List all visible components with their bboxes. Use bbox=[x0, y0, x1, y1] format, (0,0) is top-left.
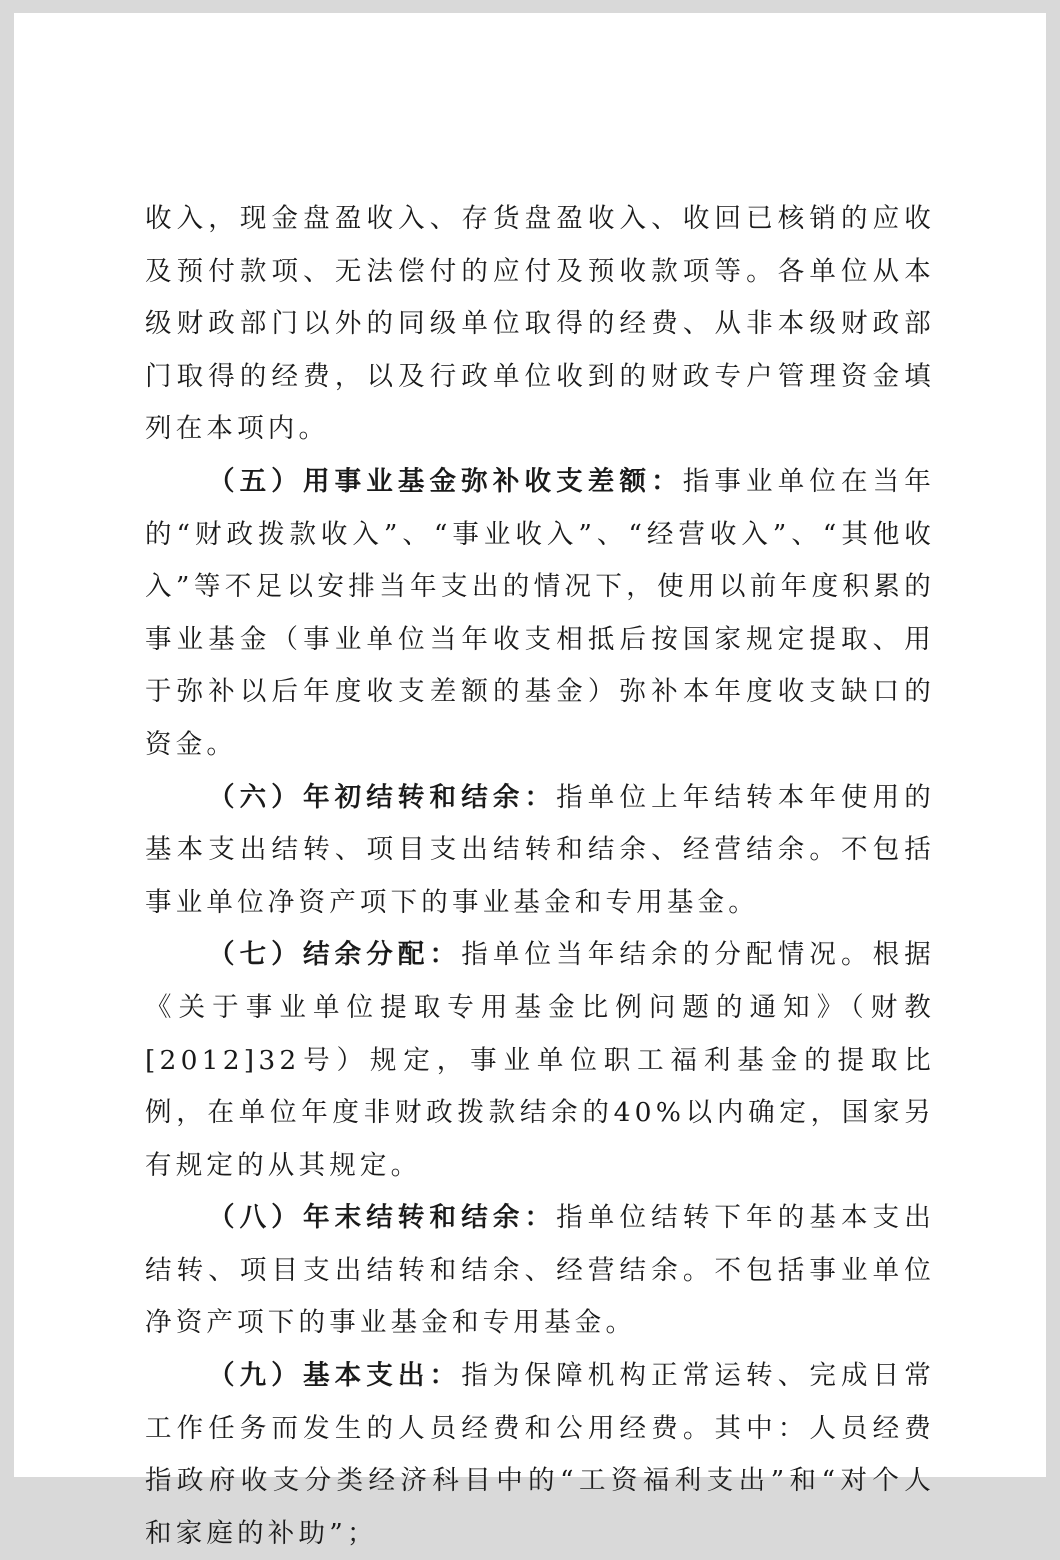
section-heading: （七）结余分配： bbox=[208, 939, 462, 971]
document-body bbox=[145, 193, 935, 1560]
document-page bbox=[14, 13, 1046, 1549]
paragraph-section-5 bbox=[145, 456, 935, 772]
paragraph-text: 指单位上年结转本年使用的基本支出结转、项目支出结转和结余、经营结余。不包括事业单位净资产项下的事业基金和专用基金。 bbox=[145, 781, 936, 918]
section-heading: （六）年初结转和结余： bbox=[208, 781, 557, 813]
paragraph-text: 指单位当年结余的分配情况。根据《关于事业单位提取专用基金比例问题的通知》（财教[2012]32号）规定，事业单位职工福利基金的提取比例，在单位年度非财政拨款结余的40%以内确定，国家另有规定的从其规定。 bbox=[145, 939, 935, 1181]
paragraph-text: 指事业单位在当年的“财政拨款收入”、“事业收入”、“经营收入”、“其他收入”等不足以安排当年支出的情况下，使用以前年度积累的事业基金（事业单位当年收支相抵后按国家规定提取、用于弥补以后年度收支差额的基金）弥补本年度收支缺口的资金。 bbox=[145, 465, 935, 760]
paragraph-section-9 bbox=[145, 1350, 935, 1560]
paragraph-section-8 bbox=[145, 1192, 935, 1350]
section-heading: （九）基本支出： bbox=[208, 1360, 462, 1392]
paragraph-section-6 bbox=[145, 772, 935, 930]
section-heading: （五）用事业基金弥补收支差额： bbox=[208, 465, 683, 497]
paragraph-section-7 bbox=[145, 929, 935, 1192]
paragraph-income-continued bbox=[145, 193, 935, 456]
section-heading: （八）年末结转和结余： bbox=[208, 1202, 557, 1234]
paragraph-text: 指单位结转下年的基本支出结转、项目支出结转和结余、经营结余。不包括事业单位净资产项下的事业基金和专用基金。 bbox=[145, 1202, 936, 1339]
paragraph-text: 指为保障机构正常运转、完成日常工作任务而发生的人员经费和公用经费。其中：人员经费指政府收支分类经济科目中的“工资福利支出”和“对个人和家庭的补助”； bbox=[145, 1360, 935, 1549]
paragraph-text: 收入，现金盘盈收入、存货盘盈收入、收回已核销的应收及预付款项、无法偿付的应付及预收款项等。各单位从本级财政部门以外的同级单位取得的经费、从非本级财政部门取得的经费，以及行政单位收到的财政专户管理资金填列在本项内。 bbox=[145, 203, 935, 445]
